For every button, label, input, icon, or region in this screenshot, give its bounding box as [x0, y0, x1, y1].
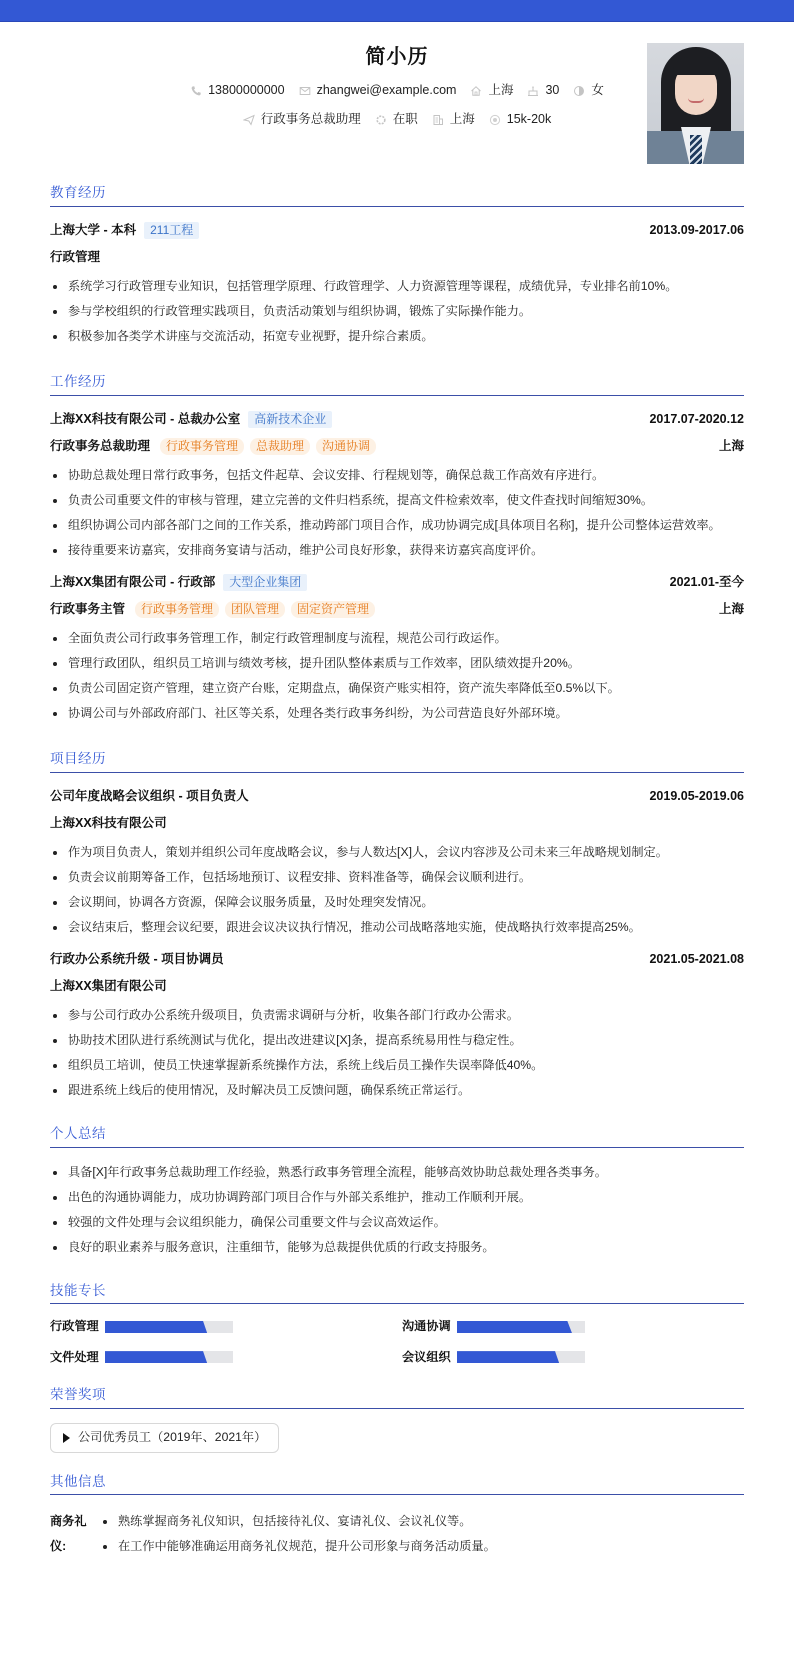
project-company: 上海XX科技有限公司: [50, 815, 167, 830]
list-item: 良好的职业素养与服务意识，注重细节，能够为总裁提供优质的行政支持服务。: [50, 1235, 744, 1260]
work-date: 2017.07-2020.12: [649, 412, 744, 427]
skill-name: 行政管理: [50, 1319, 99, 1334]
skill-tag: 总裁助理: [250, 438, 310, 455]
education-major-row: [50, 248, 744, 268]
summary-bullets: [50, 1160, 744, 1260]
skill-tag: 行政事务管理: [135, 601, 219, 618]
company-name: 上海XX科技有限公司 - 总裁办公室: [50, 412, 241, 427]
list-item: 作为项目负责人，策划并组织公司年度战略会议，参与人数达[X]人，会议内容涉及公司未来三年战略规划制定。: [50, 840, 744, 865]
education-bullets: [50, 274, 744, 349]
work-location: 上海: [718, 439, 744, 454]
list-item: 跟进系统上线后的使用情况，及时解决员工反馈问题，确保系统正常运行。: [50, 1078, 744, 1103]
work-bullets: [50, 463, 744, 563]
resume-page: [0, 22, 794, 1579]
contact-row: [50, 82, 744, 100]
target-city-text: 上海: [449, 112, 475, 126]
skill-tag: 沟通协调: [316, 438, 376, 455]
salary-text: 15k-20k: [506, 112, 552, 126]
skill-item: [50, 1349, 402, 1366]
company-tag: 大型企业集团: [223, 574, 307, 591]
project-date: 2021.05-2021.08: [649, 951, 744, 966]
section-title: 荣誉奖项: [50, 1386, 744, 1409]
other-bullets: [100, 1509, 496, 1559]
list-item: 协调公司与外部政府部门、社区等关系，处理各类行政事务纠纷，为公司营造良好外部环境。: [50, 701, 744, 726]
work-entry-header: [50, 573, 744, 593]
skill-bar: [457, 1321, 585, 1333]
phone-icon: [190, 85, 202, 97]
city-text: 上海: [488, 83, 514, 97]
top-accent-bar: [0, 0, 794, 22]
list-item: 负责公司固定资产管理，建立资产台账，定期盘点，确保资产账实相符，资产流失率降低至0.5%以下。: [50, 676, 744, 701]
project-bullets: [50, 1003, 744, 1103]
skill-name: 沟通协调: [402, 1319, 451, 1334]
position-title: 行政事务总裁助理: [50, 439, 151, 454]
status-icon: [375, 114, 387, 126]
skills-section: [50, 1282, 744, 1366]
skill-tag: 行政事务管理: [160, 438, 244, 455]
info-salary: [489, 111, 551, 129]
list-item: 系统学习行政管理专业知识，包括管理学原理、行政管理学、人力资源管理等课程，成绩优异，专业排名前10%。: [50, 274, 744, 299]
info-email: [299, 82, 457, 100]
section-title: 项目经历: [50, 750, 744, 773]
list-item: 参与学校组织的行政管理实践项目，负责活动策划与组织协调，锻炼了实际操作能力。: [50, 299, 744, 324]
gender-text: 女: [591, 83, 604, 97]
project-name: 公司年度战略会议组织 - 项目负责人: [50, 788, 249, 803]
other-section: [50, 1473, 744, 1560]
salary-icon: [489, 114, 501, 126]
building-icon: [432, 114, 444, 126]
section-title: 其他信息: [50, 1473, 744, 1496]
education-entry-header: [50, 221, 744, 241]
list-item: 积极参加各类学术讲座与交流活动，拓宽专业视野，提升综合素质。: [50, 324, 744, 349]
list-item: 会议期间，协调各方资源，保障会议服务质量，及时处理突发情况。: [50, 890, 744, 915]
skill-item: [50, 1318, 402, 1335]
info-age: [527, 82, 559, 100]
skill-bar-fill: [457, 1351, 559, 1363]
profile-photo: [647, 43, 744, 164]
project-date: 2019.05-2019.06: [649, 788, 744, 803]
resume-header: [50, 22, 744, 184]
target-position-text: 行政事务总裁助理: [260, 112, 361, 126]
other-label: 商务礼仪:: [50, 1514, 87, 1554]
list-item: 全面负责公司行政事务管理工作，制定行政管理制度与流程，规范公司行政运作。: [50, 626, 744, 651]
list-item: 协助总裁处理日常行政事务，包括文件起草、会议安排、行程规划等，确保总裁工作高效有序进行。: [50, 463, 744, 488]
company-tag: 高新技术企业: [248, 411, 332, 428]
info-target-city: [432, 111, 475, 129]
company-name: 上海XX集团有限公司 - 行政部: [50, 575, 216, 590]
project-company-row: [50, 977, 744, 997]
work-bullets: [50, 626, 744, 726]
awards-section: [50, 1386, 744, 1453]
mail-icon: [299, 85, 311, 97]
skill-bar-fill: [105, 1321, 207, 1333]
age-text: 30: [545, 83, 560, 97]
education-date: 2013.09-2017.06: [649, 223, 744, 238]
job-intent-row: [50, 111, 744, 129]
info-phone: [190, 82, 284, 100]
work-section: [50, 373, 744, 726]
work-entry-header: [50, 410, 744, 430]
school-tag: 211工程: [144, 222, 199, 239]
skill-bar-fill: [105, 1351, 207, 1363]
school-name: 上海大学 - 本科: [50, 223, 137, 238]
info-target-position: [243, 111, 361, 129]
skill-tag: 团队管理: [225, 601, 285, 618]
project-company-row: [50, 814, 744, 834]
project-company: 上海XX集团有限公司: [50, 978, 167, 993]
skill-bar: [105, 1351, 233, 1363]
summary-section: [50, 1125, 744, 1260]
skill-bar-fill: [457, 1321, 572, 1333]
projects-section: [50, 750, 744, 1103]
work-position-row: [50, 600, 744, 620]
gender-icon: [573, 85, 585, 97]
skill-bar: [105, 1321, 233, 1333]
position-title: 行政事务主管: [50, 602, 126, 617]
skill-bar: [457, 1351, 585, 1363]
work-position-row: [50, 437, 744, 457]
list-item: 出色的沟通协调能力，成功协调跨部门项目合作与外部关系维护，推动工作顺利开展。: [50, 1185, 744, 1210]
home-icon: [470, 85, 482, 97]
list-item: 负责公司重要文件的审核与管理，建立完善的文件归档系统，提高文件检索效率，使文件查找时间缩短30%。: [50, 488, 744, 513]
project-name: 行政办公系统升级 - 项目协调员: [50, 951, 224, 966]
list-item: 接待重要来访嘉宾，安排商务宴请与活动，维护公司良好形象，获得来访嘉宾高度评价。: [50, 538, 744, 563]
work-location: 上海: [718, 602, 744, 617]
list-item: 负责会议前期筹备工作，包括场地预订、议程安排、资料准备等，确保会议顺利进行。: [50, 865, 744, 890]
list-item: 在工作中能够准确运用商务礼仪规范，提升公司形象与商务活动质量。: [100, 1534, 496, 1559]
status-text: 在职: [392, 112, 418, 126]
project-entry-header: [50, 950, 744, 970]
skill-tag: 固定资产管理: [291, 601, 375, 618]
info-gender: [573, 82, 604, 100]
project-bullets: [50, 840, 744, 940]
phone-text: 13800000000: [208, 83, 285, 97]
major: 行政管理: [50, 250, 101, 265]
list-item: 管理行政团队，组织员工培训与绩效考核，提升团队整体素质与工作效率，团队绩效提升20%。: [50, 651, 744, 676]
disclosure-triangle-icon[interactable]: [63, 1433, 70, 1443]
section-title: 个人总结: [50, 1125, 744, 1148]
list-item: 熟练掌握商务礼仪知识，包括接待礼仪、宴请礼仪、会议礼仪等。: [100, 1509, 496, 1534]
skills-grid: [50, 1318, 744, 1365]
candidate-name: 简小历: [365, 46, 429, 68]
award-item[interactable]: [50, 1423, 279, 1453]
section-title: 工作经历: [50, 373, 744, 396]
work-date: 2021.01-至今: [669, 575, 744, 590]
list-item: 较强的文件处理与会议组织能力，确保公司重要文件与会议高效运作。: [50, 1210, 744, 1235]
education-section: [50, 184, 744, 349]
skill-name: 会议组织: [402, 1349, 451, 1364]
list-item: 具备[X]年行政事务总裁助理工作经验，熟悉行政事务管理全流程，能够高效协助总裁处理各类事务。: [50, 1160, 744, 1185]
skill-item: [402, 1318, 744, 1335]
other-item: [50, 1509, 744, 1559]
skill-item: [402, 1349, 744, 1366]
list-item: 组织员工培训，使员工快速掌握新系统操作方法，系统上线后员工操作失误率降低40%。: [50, 1053, 744, 1078]
info-status: [375, 111, 418, 129]
list-item: 组织协调公司内部各部门之间的工作关系，推动跨部门项目合作，成功协调完成[具体项目名称]，提升公司整体运营效率。: [50, 513, 744, 538]
section-title: 技能专长: [50, 1282, 744, 1305]
email-text: zhangwei@example.com: [316, 83, 457, 97]
section-title: 教育经历: [50, 184, 744, 207]
send-icon: [243, 114, 255, 126]
list-item: 参与公司行政办公系统升级项目，负责需求调研与分析，收集各部门行政办公需求。: [50, 1003, 744, 1028]
list-item: 会议结束后，整理会议纪要，跟进会议决议执行情况，推动公司战略落地实施，使战略执行效率提高25%。: [50, 915, 744, 940]
project-entry-header: [50, 787, 744, 807]
cake-icon: [527, 85, 539, 97]
list-item: 协助技术团队进行系统测试与优化，提出改进建议[X]条，提高系统易用性与稳定性。: [50, 1028, 744, 1053]
award-text: 公司优秀员工（2019年、2021年）: [78, 1429, 267, 1444]
info-city: [470, 82, 513, 100]
skill-name: 文件处理: [50, 1349, 99, 1364]
